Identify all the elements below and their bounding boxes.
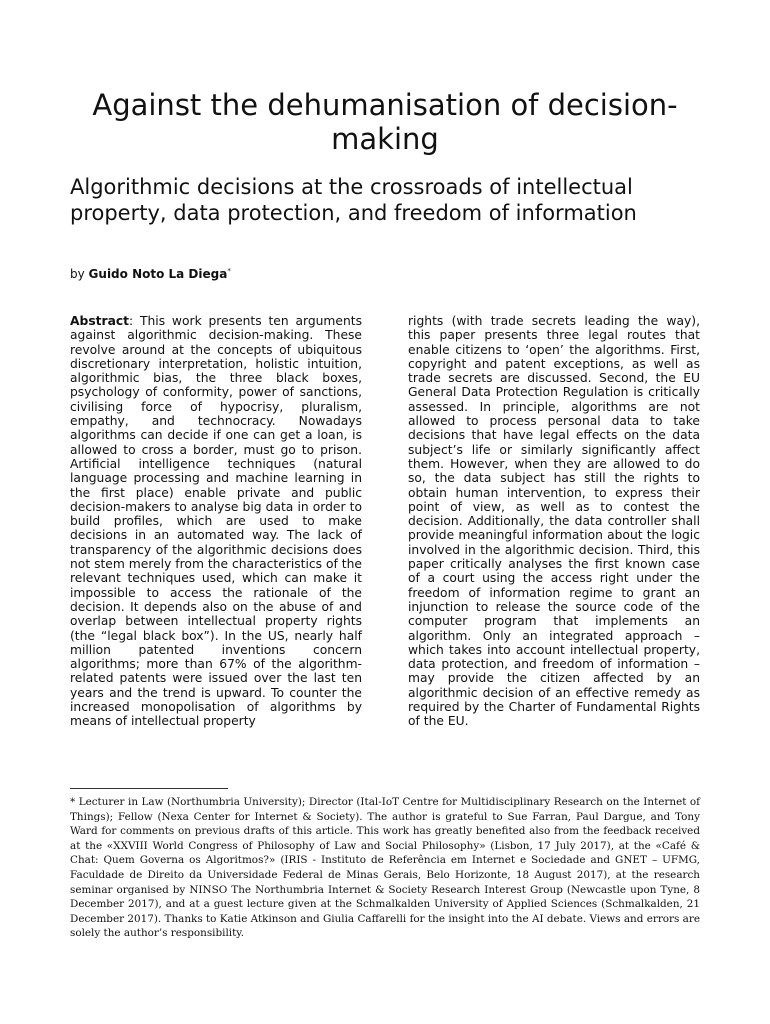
abstract-text-right: rights (with trade secrets leading the way), this paper presents three legal routes that enable citizens to ‘open’ the algorithms. First, copyright and patent exceptions, as well as trade secrets are discussed. Second, the EU General Data Protection Regulation is critically assessed. In principle, algorithms are not allowed to process personal data to take decisions that have legal effects on the data subject’s life or similarly significantly affect them. However, when they are allowed to do so, the data subject has still the rights to obtain human intervention, to express their point of view, as well as to contest the decision. Additionally, the data controller shall provide meaningful information about the logic involved in the algorithmic decision. Third, this paper critically analyses the first known case of a court using the access right under the freedom of information regime to grant an injunction to release the source code of the computer program that implements an algorithm. Only an integrated approach – which takes into account intellectual property, data protection, and freedom of information – may provide the citizen affected by an algorithmic decision of an effective remedy as required by the Charter of Fundamental Rights of the EU. (408, 314, 700, 729)
abstract-column-left (70, 314, 362, 729)
byline (70, 267, 231, 281)
abstract-text-left: : This work presents ten arguments against algorithmic decision-making. These revolve around at the concepts of ubiquitous discretionary interpretation, holistic intuition, algorithmic bias, the three black boxes, psychology of conformity, power of sanctions, civilising force of hypocrisy, pluralism, empathy, and technocracy. Nowadays algorithms can decide if one can get a loan, is allowed to cross a border, must go to prison. Artificial intelligence techniques (natural language processing and machine learning in the first place) enable private and public decision-makers to analyse big data in order to build profiles, which are used to make decisions in an automated way. The lack of transparency of the algorithmic decisions does not stem merely from the characteristics of the relevant techniques used, which can make it impossible to access the rationale of the decision. It depends also on the abuse of and overlap between intellectual property rights (the “legal black box”). In the US, nearly half million patented inventions concern algorithms; more than 67% of the algorithm-related patents were issued over the last ten years and the trend is upward. To counter the increased monopolisation of algorithms by means of intellectual property (70, 314, 362, 729)
footnote-marker: * (70, 796, 76, 808)
footnote-text: Lecturer in Law (Northumbria University); Director (Ital-IoT Centre for Multidisciplinary Research on the Internet of Things); Fellow (Nexa Center for Internet & Society). The author is grateful to Sue Farran, Paul Dargue, and Tony Ward for comments on previous drafts of this article. This work has greatly benefited also from the feedback received at the «XXVIII World Congress of Philosophy of Law and Social Philosophy» (Lisbon, 17 July 2017), at the «Café & Chat: Quem Governa os Algoritmos?» (IRIS - Instituto de Referência em Internet e Sociedade and GNET – UFMG, Faculdade de Direito da Universidade Federal de Minas Gerais, Belo Horizonte, 18 August 2017), at the research seminar organised by NINSO The Northumbria Internet & Society Research Interest Group (Newcastle upon Tyne, 8 December 2017), and at a guest lecture given at the Schmalkalden University of Applied Sciences (Schmalkalden, 21 December 2017). Thanks to Katie Atkinson and Giulia Caffarelli for the insight into the AI debate. Views and errors are solely the author’s responsibility. (70, 796, 700, 940)
paper-subtitle: Algorithmic decisions at the crossroads of intellectual property, data protection, and freedom of information (70, 175, 637, 225)
abstract-label: Abstract (70, 314, 130, 328)
footnote-separator (70, 788, 228, 789)
paper-title: Against the dehumanisation of decision-making (92, 88, 678, 156)
byline-prefix: by (70, 267, 89, 281)
footnote (70, 795, 700, 941)
author-name: Guido Noto La Diega (88, 267, 228, 281)
author-footnote-marker[interactable]: * (227, 267, 231, 275)
abstract-column-right (408, 314, 700, 729)
